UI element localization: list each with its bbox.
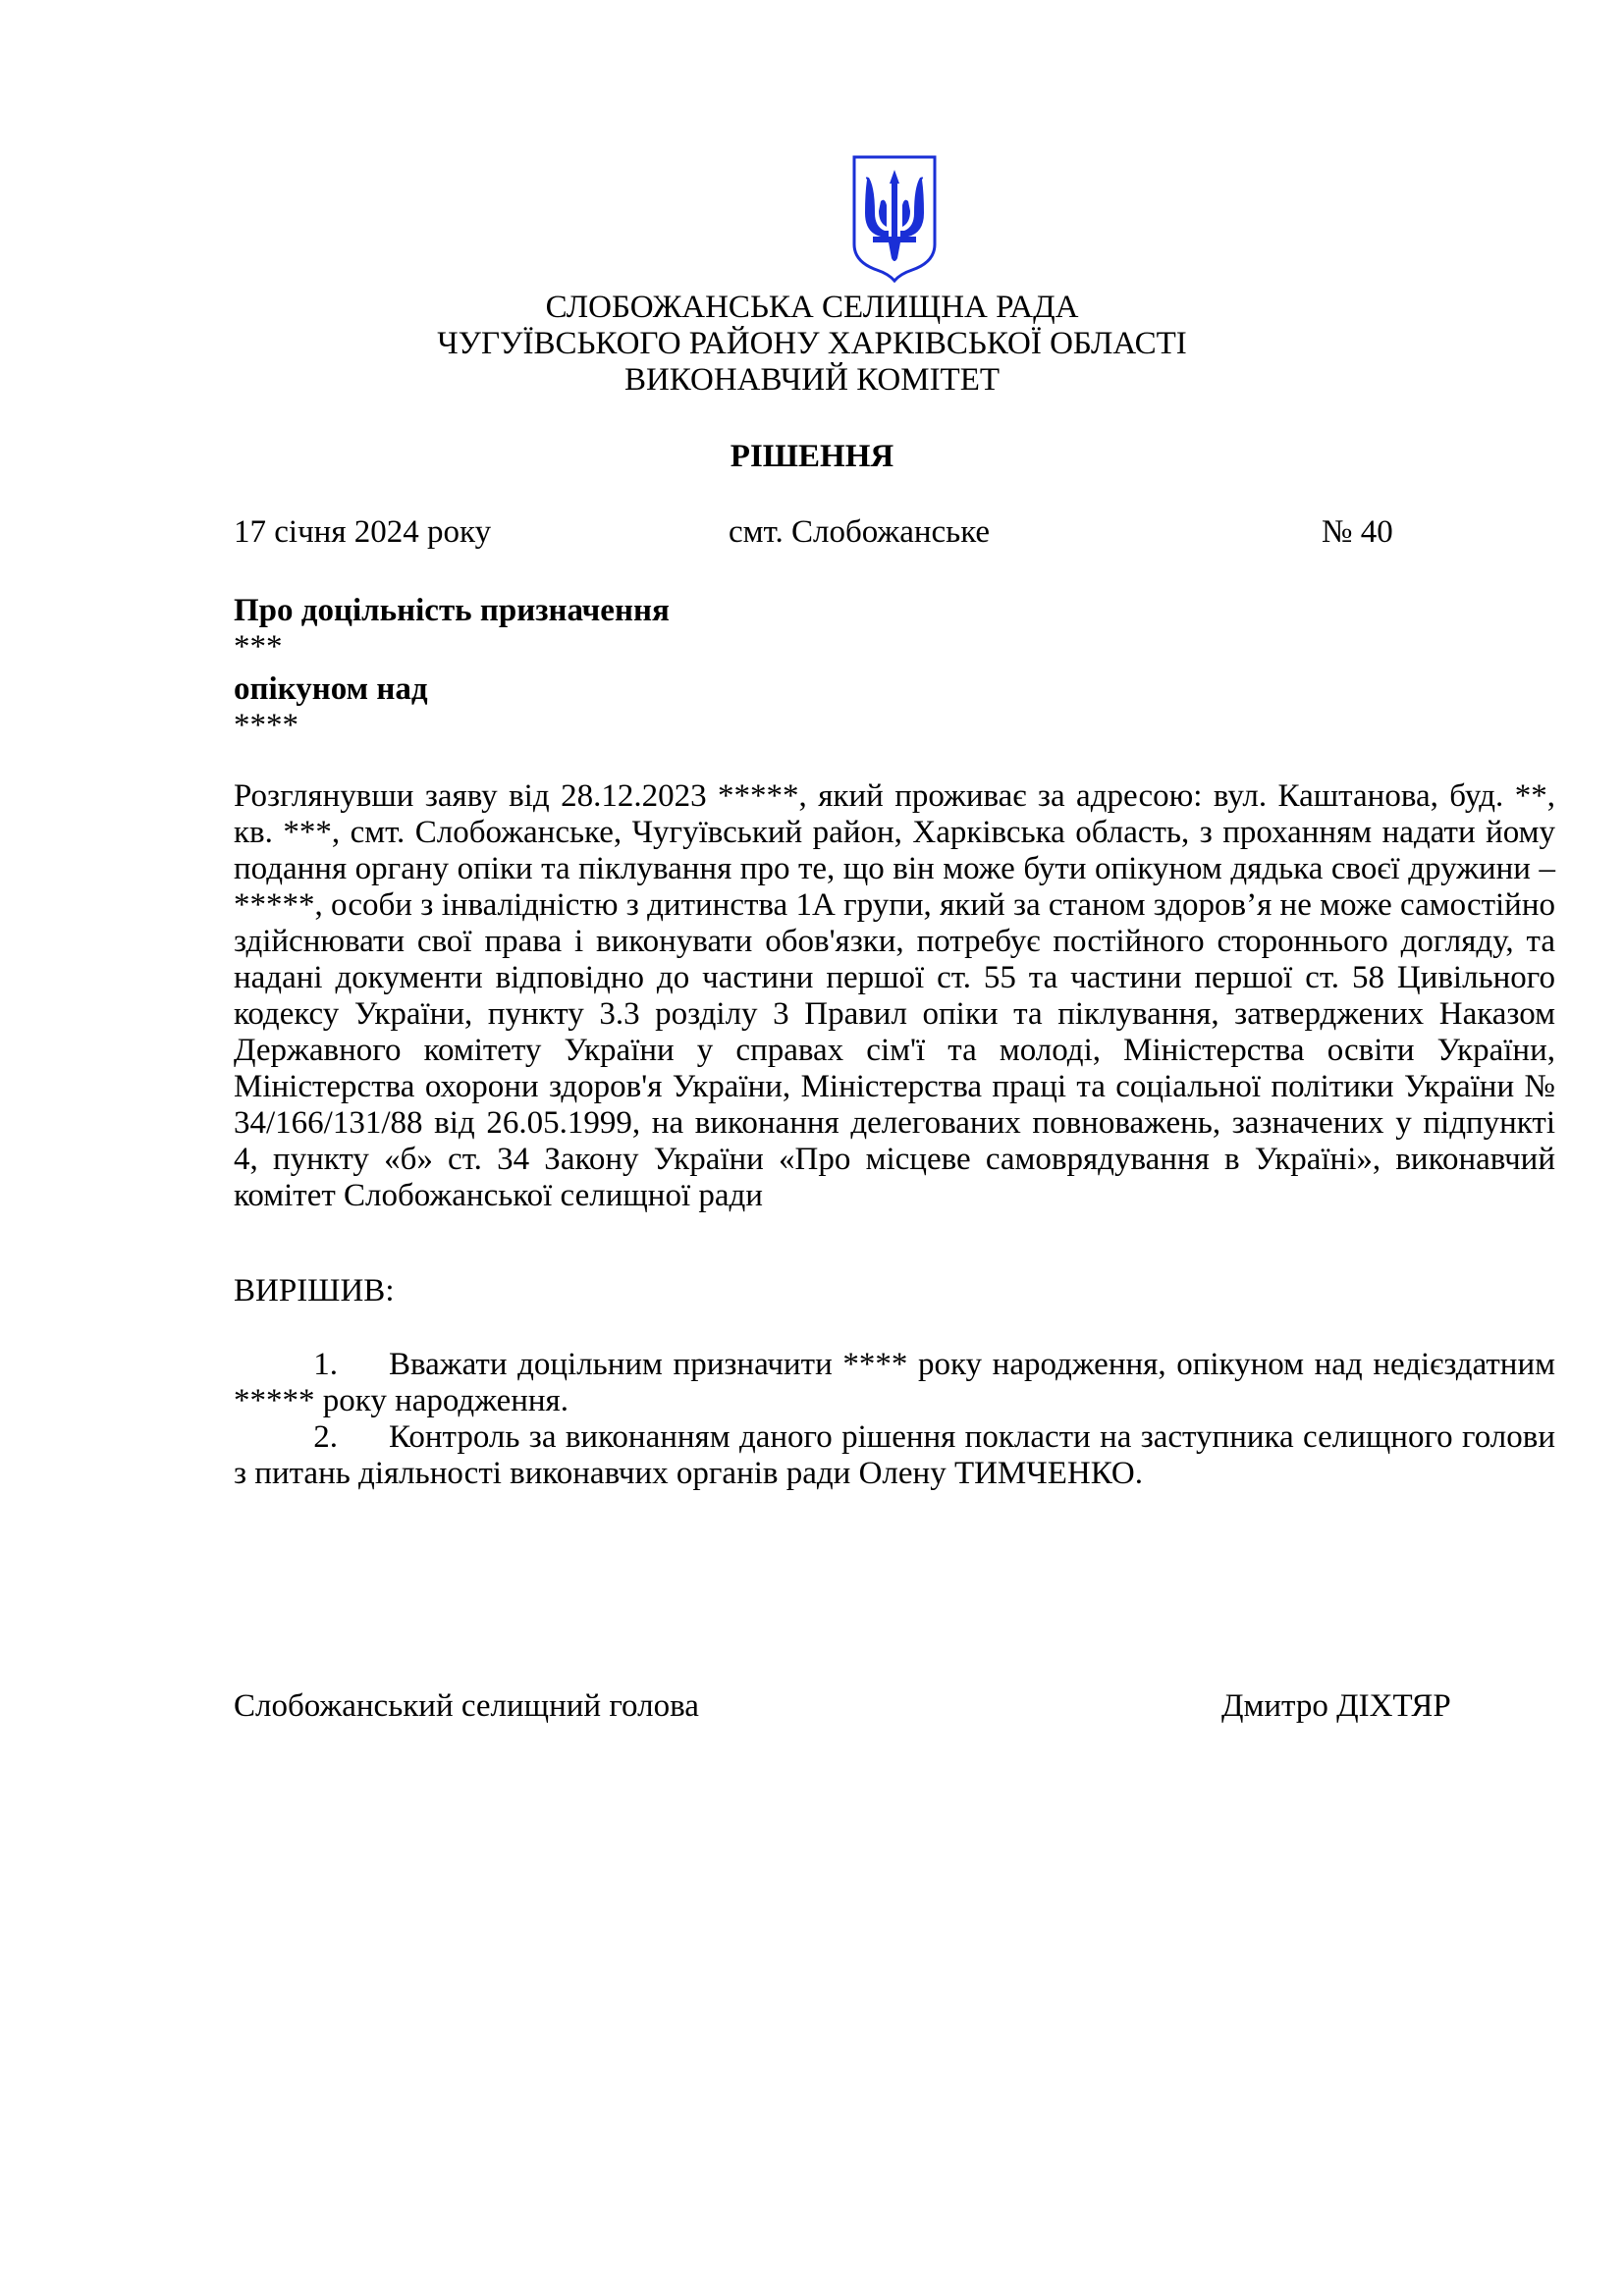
list-item-text: Вважати доцільним призначити **** року народження, опікуном над недієздатним ***** року народження. — [234, 1347, 1555, 1418]
signatory-role: Слобожанський селищний голова — [234, 1688, 699, 1724]
executive-committee: ВИКОНАВЧИЙ КОМІТЕТ — [623, 362, 1001, 398]
subject-line-2: *** — [234, 629, 283, 665]
signatory-name: Дмитро ДІХТЯР — [1221, 1688, 1451, 1724]
document-date: 17 січня 2024 року — [234, 514, 492, 550]
document-number: № 40 — [1322, 514, 1393, 550]
coat-of-arms-icon — [851, 154, 938, 284]
resolved-heading: ВИРІШИВ: — [234, 1273, 395, 1308]
list-item-number: 1. — [313, 1347, 338, 1382]
subject-line-3: опікуном над — [234, 671, 428, 707]
decision-list — [234, 1347, 1555, 1492]
list-item — [234, 1419, 1555, 1492]
document-title: РІШЕННЯ — [730, 439, 894, 474]
preamble-paragraph: Розглянувши заяву від 28.12.2023 *****, який проживає за адресою: вул. Каштанова, буд. **, кв. ***, смт. Слобожанське, Чугуївський район, Харківська область, з проханням надати йому подання органу опіки та піклування про те, що він може бути опікуном дядька своєї дружини – *****, особи з інвалідністю з дитинства 1А групи, який за станом здоров’я не може самостійно здійснювати свої права і виконувати обов'язки, потребує постійного стороннього догляду, та надані документи відповідно до частини першої ст. 55 та частини першої ст. 58 Цивільного кодексу України, пункту 3.3 розділу 3 Правил опіки та піклування, затверджених Наказом Державного комітету України у справах сім'ї та молоді, Міністерства освіти України, Міністерства охорони здоров'я України, Міністерства праці та соціальної політики України № 34/166/131/88 від 26.05.1999, на виконання делегованих повноважень, зазначених у підпункті 4, пункту «б» ст. 34 Закону України «Про місцеве самоврядування в Україні», виконавчий комітет Слобожанської селищної ради — [234, 778, 1555, 1213]
subject-line-1: Про доцільність призначення — [234, 593, 670, 628]
document-place: смт. Слобожанське — [729, 514, 991, 550]
list-item-number: 2. — [313, 1419, 338, 1455]
subject-line-4: **** — [234, 708, 298, 743]
council-name: СЛОБОЖАНСЬКА СЕЛИЩНА РАДА — [545, 290, 1079, 325]
list-item-text: Контроль за виконанням даного рішення покласти на заступника селищного голови з питань діяльності виконавчих органів ради Олену ТИМЧЕНКО. — [234, 1419, 1555, 1491]
list-item — [234, 1347, 1555, 1419]
district-name: ЧУГУЇВСЬКОГО РАЙОНУ ХАРКІВСЬКОЇ ОБЛАСТІ — [437, 326, 1187, 361]
